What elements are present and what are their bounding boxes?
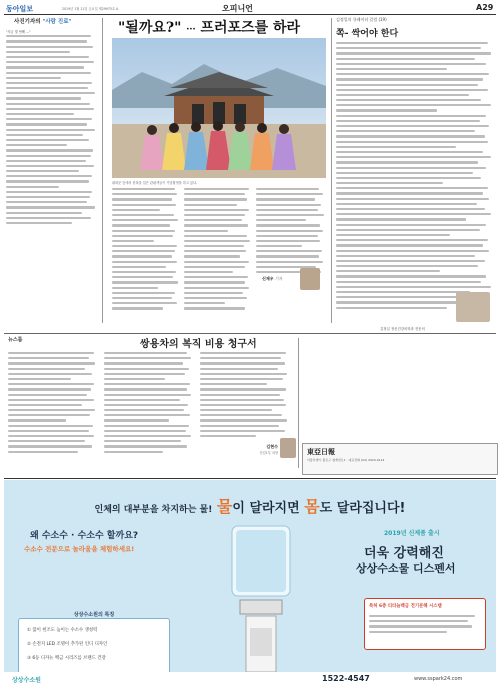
feature-headline (118, 17, 300, 37)
ad-badge: 2019년 신제품 출시 (384, 530, 440, 537)
feature-body-col1 (112, 188, 180, 313)
news-byline (228, 444, 278, 455)
ad-benefit-2: ② 손전지 LED 조명이 추가된 인디 디자인 (27, 642, 108, 647)
ad-top-rule (4, 478, 496, 479)
ad-benefit-box (18, 612, 170, 678)
byline-name: 신재우 (262, 276, 274, 281)
masthead-title: 東亞日報 (307, 447, 335, 456)
ad-banner (4, 480, 496, 686)
ad-brand: 상상수소원 (12, 677, 41, 684)
right-series-label: 김정일의 큐레이터 칼럼 (19) (336, 17, 387, 22)
ad-headline-end: 도 달라집니다! (319, 501, 406, 516)
feature-byline (262, 276, 283, 282)
masthead-box (302, 443, 498, 475)
kicker-highlight: "사람 진료" (42, 19, 72, 25)
byline-role: 기자 (275, 276, 283, 281)
news-headline: 쌍용차의 복직 비용 청구서 (140, 339, 257, 350)
ad-product-tagline: 더욱 강력해진 (364, 546, 444, 561)
left-column-quote: "지금 몇 번째 ..." (6, 30, 31, 34)
right-title: 쪽- 싹어야 한다 (336, 29, 399, 39)
ad-headline-water: 물 (216, 497, 233, 516)
mid-rule (4, 333, 496, 334)
news-byline-photo (280, 438, 296, 458)
left-column-divider (102, 18, 103, 323)
news-byline-name: 김현수 (266, 444, 278, 449)
section-title: 오피니언 (222, 4, 253, 13)
dateline: 2019년 1월 11일 금요일 제29975호 A (62, 7, 119, 11)
ad-phone: 1522-4547 (322, 674, 370, 683)
news-divider (298, 338, 299, 468)
ad-question-sub: 수소수 전문으로 놀라움을 체험하세요! (24, 545, 135, 553)
ad-benefit-1: ① 끓이 헌조도 높이는 수소수 생성력 (27, 628, 98, 633)
ad-question: 왜 수소수 · 수소수 할까요? (30, 531, 139, 541)
ad-website: www.sspark24.com (414, 676, 463, 682)
news-byline-role: 산업1부 차장 (259, 451, 278, 455)
left-column-body (6, 30, 98, 227)
ad-headline-mid: 이 달라지면 (232, 501, 305, 516)
photo-caption: 광화문 앞에서 한복을 입은 관광객들이 기념촬영을 하고 있다. (112, 181, 198, 185)
right-byline: 김정일 정신건강의학과 전문의 (380, 327, 425, 331)
right-column-body (336, 42, 494, 312)
dispenser-illustration (226, 520, 296, 680)
feature-body-col2 (184, 188, 252, 313)
feature-body-col3 (256, 188, 326, 276)
ad-footer (4, 672, 496, 686)
ad-product-name: 상상수소물 디스펜서 (356, 562, 456, 575)
news-body-col3 (200, 352, 290, 440)
ad-promo-bars (369, 615, 481, 636)
ad-headline-body: 몸 (304, 497, 320, 516)
masthead-info: 서울특별시 종로구 청계천로1 · 대표전화 (02) 2020-0114 (307, 458, 385, 462)
feature-divider (331, 18, 332, 323)
header-rule (4, 14, 496, 15)
headline-sub: 프러포즈를 하라 (200, 20, 301, 36)
ad-headline (4, 494, 496, 517)
byline-photo (300, 268, 320, 290)
page-number: A29 (476, 3, 494, 12)
news-section-label: 뉴스룸 (8, 337, 23, 343)
paper-logo: 동아일보 (6, 5, 34, 13)
ad-headline-prefix: 인체의 대부분을 차지하는 물! (94, 505, 213, 515)
news-body-col1 (8, 352, 98, 456)
headline-dots: ··· (186, 25, 196, 35)
ad-promo: 특허 6층 티타늄백금 전기분해 시스템 (369, 604, 442, 609)
left-kicker (14, 17, 71, 25)
news-body-col2 (104, 352, 194, 456)
ad-promo-box (364, 598, 486, 650)
ad-benefit-3: ③ 6등 디자뉴 백금 시리즈를 브랜드 건강 (27, 656, 106, 661)
ad-benefits-title: 상상수소원의 특징 (73, 612, 115, 618)
kicker-label: 사진기자의 (14, 19, 41, 25)
headline-quote: "될까요?" (118, 20, 182, 36)
feature-photo (112, 38, 326, 178)
columnist-photo (456, 292, 490, 322)
